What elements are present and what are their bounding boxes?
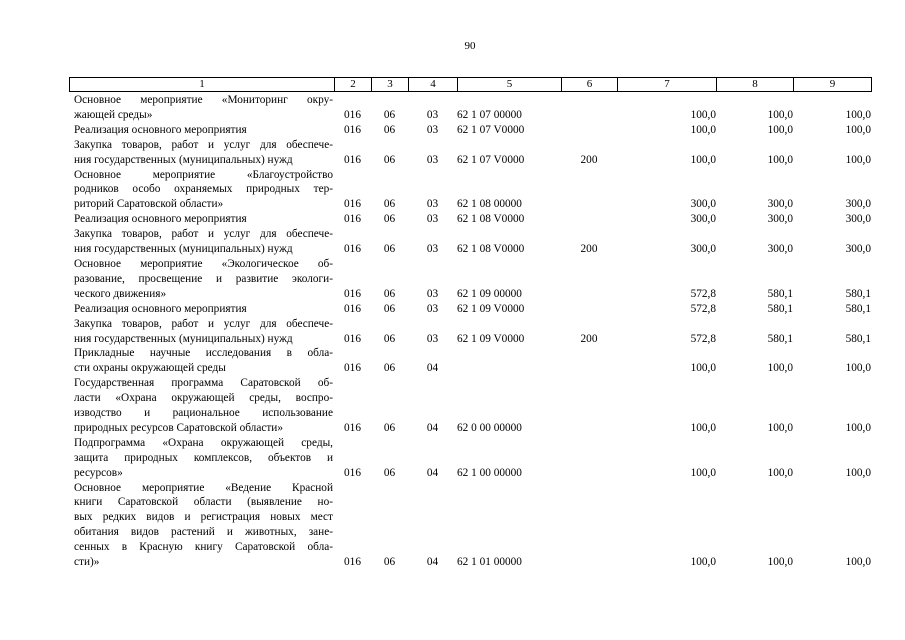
- amount-year-1: 572,8: [690, 287, 716, 300]
- row-name-line: изводство и рациональное использование: [74, 407, 333, 420]
- subsection-code: 04: [426, 466, 439, 479]
- target-article-code: 62 1 09 V0000: [457, 302, 525, 315]
- subsection-code: 04: [426, 362, 439, 375]
- row-name: [69, 481, 334, 570]
- table-row: [69, 481, 871, 570]
- amount-year-1: 100,0: [690, 421, 716, 434]
- row-name-line: Закупка товаров, работ и услуг для обеспече-: [74, 138, 333, 151]
- amount-year-3: 100,0: [845, 421, 871, 434]
- row-name-line: родников особо охраняемых природных тер-: [74, 183, 333, 196]
- header-col-1: 1: [70, 78, 335, 92]
- section-code: 06: [383, 198, 396, 211]
- admin-code: 016: [344, 198, 361, 211]
- section-code: 06: [383, 213, 396, 226]
- amount-year-2: 100,0: [767, 556, 793, 569]
- row-name-line: природных ресурсов Саратовской области»: [74, 421, 283, 434]
- header-col-5: 5: [458, 78, 562, 92]
- table-row: [69, 317, 871, 347]
- amount-year-1: 300,0: [690, 243, 716, 256]
- subsection-code: 03: [426, 243, 439, 256]
- admin-code: 016: [344, 556, 361, 569]
- admin-code: 016: [344, 108, 361, 121]
- amount-year-3: 300,0: [845, 213, 871, 226]
- budget-table-body: [69, 93, 871, 570]
- expense-type-code: 200: [580, 243, 598, 256]
- amount-year-1: 100,0: [690, 466, 716, 479]
- subsection-code: 04: [426, 421, 439, 434]
- target-article-code: 62 1 01 00000: [457, 556, 522, 569]
- table-row: [69, 302, 871, 317]
- row-name-line: Основное мероприятие «Экологическое об-: [74, 257, 333, 270]
- table-row: [69, 376, 871, 436]
- subsection-code: 03: [426, 332, 439, 345]
- row-name-line: ния государственных (муниципальных) нужд: [74, 332, 293, 345]
- section-code: 06: [383, 421, 396, 434]
- row-name-line: Подпрограмма «Охрана окружающей среды,: [74, 436, 333, 449]
- subsection-code: 03: [426, 302, 439, 315]
- amount-year-3: 580,1: [845, 332, 871, 345]
- header-col-8: 8: [717, 78, 794, 92]
- section-code: 06: [383, 123, 396, 136]
- amount-year-3: 100,0: [845, 362, 871, 375]
- row-name: [69, 123, 334, 138]
- target-article-code: 62 1 08 V0000: [457, 243, 525, 256]
- admin-code: 016: [344, 153, 361, 166]
- table-row: [69, 138, 871, 168]
- table-header: [69, 77, 872, 92]
- row-name-line: Реализация основного мероприятия: [74, 213, 247, 226]
- section-code: 06: [383, 362, 396, 375]
- amount-year-3: 100,0: [845, 108, 871, 121]
- admin-code: 016: [344, 421, 361, 434]
- table-row: [69, 227, 871, 257]
- amount-year-2: 580,1: [767, 287, 793, 300]
- admin-code: 016: [344, 243, 361, 256]
- admin-code: 016: [344, 123, 361, 136]
- row-name-line: ния государственных (муниципальных) нужд: [74, 243, 293, 256]
- row-name-line: жающей среды»: [74, 108, 153, 121]
- header-col-4: 4: [409, 78, 458, 92]
- admin-code: 016: [344, 287, 361, 300]
- row-name: [69, 93, 334, 123]
- expense-type-code: [561, 93, 617, 123]
- expense-type-code: [561, 481, 617, 570]
- target-article-code: [457, 346, 561, 376]
- amount-year-1: 100,0: [690, 556, 716, 569]
- amount-year-2: 300,0: [767, 198, 793, 211]
- row-name-line: Реализация основного мероприятия: [74, 302, 247, 315]
- amount-year-2: 100,0: [767, 466, 793, 479]
- header-col-6: 6: [562, 78, 618, 92]
- header-col-7: 7: [618, 78, 717, 92]
- subsection-code: 03: [426, 153, 439, 166]
- section-code: 06: [383, 287, 396, 300]
- row-name-line: ласти «Охрана окружающей среды, воспро-: [74, 392, 333, 405]
- subsection-code: 03: [426, 123, 439, 136]
- amount-year-1: 572,8: [690, 332, 716, 345]
- section-code: 06: [383, 302, 396, 315]
- amount-year-3: 100,0: [845, 153, 871, 166]
- row-name-line: Закупка товаров, работ и услуг для обеспече-: [74, 228, 333, 241]
- section-code: 06: [383, 153, 396, 166]
- row-name: [69, 346, 334, 376]
- amount-year-2: 100,0: [767, 108, 793, 121]
- expense-type-code: [561, 257, 617, 302]
- table-row: [69, 212, 871, 227]
- subsection-code: 03: [426, 213, 439, 226]
- row-name: [69, 257, 334, 302]
- expense-type-code: [561, 123, 617, 138]
- row-name: [69, 317, 334, 347]
- target-article-code: 62 1 07 V0000: [457, 153, 525, 166]
- header-col-2: 2: [335, 78, 372, 92]
- subsection-code: 03: [426, 108, 439, 121]
- admin-code: 016: [344, 213, 361, 226]
- amount-year-1: 100,0: [690, 108, 716, 121]
- expense-type-code: [561, 168, 617, 213]
- amount-year-2: 100,0: [767, 362, 793, 375]
- table-row: [69, 123, 871, 138]
- amount-year-2: 300,0: [767, 213, 793, 226]
- table-row: [69, 346, 871, 376]
- row-name: [69, 376, 334, 436]
- amount-year-3: 580,1: [845, 302, 871, 315]
- amount-year-3: 300,0: [845, 198, 871, 211]
- row-name: [69, 168, 334, 213]
- header-col-9: 9: [794, 78, 872, 92]
- row-name-line: сти)»: [74, 556, 100, 569]
- row-name-line: сти охраны окружающей среды: [74, 362, 226, 375]
- amount-year-2: 300,0: [767, 243, 793, 256]
- row-name-line: разование, просвещение и развитие экологи-: [74, 272, 333, 285]
- target-article-code: 62 1 07 V0000: [457, 123, 525, 136]
- row-name-line: Основное мероприятие «Благоустройство: [74, 168, 333, 181]
- target-article-code: 62 1 08 V0000: [457, 213, 525, 226]
- amount-year-1: 100,0: [690, 123, 716, 136]
- admin-code: 016: [344, 362, 361, 375]
- target-article-code: 62 1 09 00000: [457, 287, 522, 300]
- row-name-line: риторий Саратовской области»: [74, 198, 224, 211]
- section-code: 06: [383, 556, 396, 569]
- target-article-code: 62 1 07 00000: [457, 108, 522, 121]
- subsection-code: 03: [426, 198, 439, 211]
- expense-type-code: 200: [580, 153, 598, 166]
- section-code: 06: [383, 243, 396, 256]
- amount-year-1: 572,8: [690, 302, 716, 315]
- row-name-line: Основное мероприятие «Мониторинг окру-: [74, 94, 333, 106]
- row-name-line: ресурсов»: [74, 466, 123, 479]
- table-row: [69, 168, 871, 213]
- target-article-code: 62 0 00 00000: [457, 421, 522, 434]
- row-name: [69, 302, 334, 317]
- amount-year-3: 580,1: [845, 287, 871, 300]
- row-name-line: ния государственных (муниципальных) нужд: [74, 153, 293, 166]
- expense-type-code: [561, 212, 617, 227]
- row-name-line: защита природных комплексов, объектов и: [74, 451, 333, 464]
- row-name: [69, 227, 334, 257]
- amount-year-2: 100,0: [767, 421, 793, 434]
- row-name-line: Основное мероприятие «Ведение Красной: [74, 481, 333, 494]
- table-row: [69, 257, 871, 302]
- table-row: [69, 93, 871, 123]
- row-name: [69, 436, 334, 481]
- row-name-line: книги Саратовской области (выявление но-: [74, 496, 333, 509]
- row-name-line: ческого движения»: [74, 287, 167, 300]
- subsection-code: 04: [426, 556, 439, 569]
- expense-type-code: 200: [580, 332, 598, 345]
- amount-year-3: 100,0: [845, 556, 871, 569]
- amount-year-2: 100,0: [767, 123, 793, 136]
- expense-type-code: [561, 346, 617, 376]
- row-name-line: Прикладные научные исследования в обла-: [74, 347, 333, 360]
- row-name: [69, 212, 334, 227]
- amount-year-1: 100,0: [690, 362, 716, 375]
- amount-year-1: 300,0: [690, 198, 716, 211]
- target-article-code: 62 1 08 00000: [457, 198, 522, 211]
- amount-year-2: 580,1: [767, 332, 793, 345]
- expense-type-code: [561, 376, 617, 436]
- admin-code: 016: [344, 332, 361, 345]
- amount-year-1: 100,0: [690, 153, 716, 166]
- section-code: 06: [383, 466, 396, 479]
- target-article-code: 62 1 09 V0000: [457, 332, 525, 345]
- target-article-code: 62 1 00 00000: [457, 466, 522, 479]
- row-name-line: сенных в Красную книгу Саратовской обла-: [74, 541, 333, 554]
- table-row: [69, 436, 871, 481]
- row-name-line: Реализация основного мероприятия: [74, 123, 247, 136]
- row-name-line: обитания видов растений и животных, зане-: [74, 526, 333, 539]
- row-name-line: вых редких видов и регистрация новых мест: [74, 511, 333, 524]
- row-name-line: Закупка товаров, работ и услуг для обеспече-: [74, 317, 333, 330]
- amount-year-3: 100,0: [845, 466, 871, 479]
- expense-type-code: [561, 302, 617, 317]
- amount-year-3: 300,0: [845, 243, 871, 256]
- amount-year-2: 100,0: [767, 153, 793, 166]
- row-name: [69, 138, 334, 168]
- section-code: 06: [383, 332, 396, 345]
- amount-year-1: 300,0: [690, 213, 716, 226]
- admin-code: 016: [344, 466, 361, 479]
- row-name-line: Государственная программа Саратовской об-: [74, 377, 333, 390]
- amount-year-3: 100,0: [845, 123, 871, 136]
- section-code: 06: [383, 108, 396, 121]
- subsection-code: 03: [426, 287, 439, 300]
- amount-year-2: 580,1: [767, 302, 793, 315]
- admin-code: 016: [344, 302, 361, 315]
- header-col-3: 3: [372, 78, 409, 92]
- expense-type-code: [561, 436, 617, 481]
- page-number: 90: [464, 40, 476, 52]
